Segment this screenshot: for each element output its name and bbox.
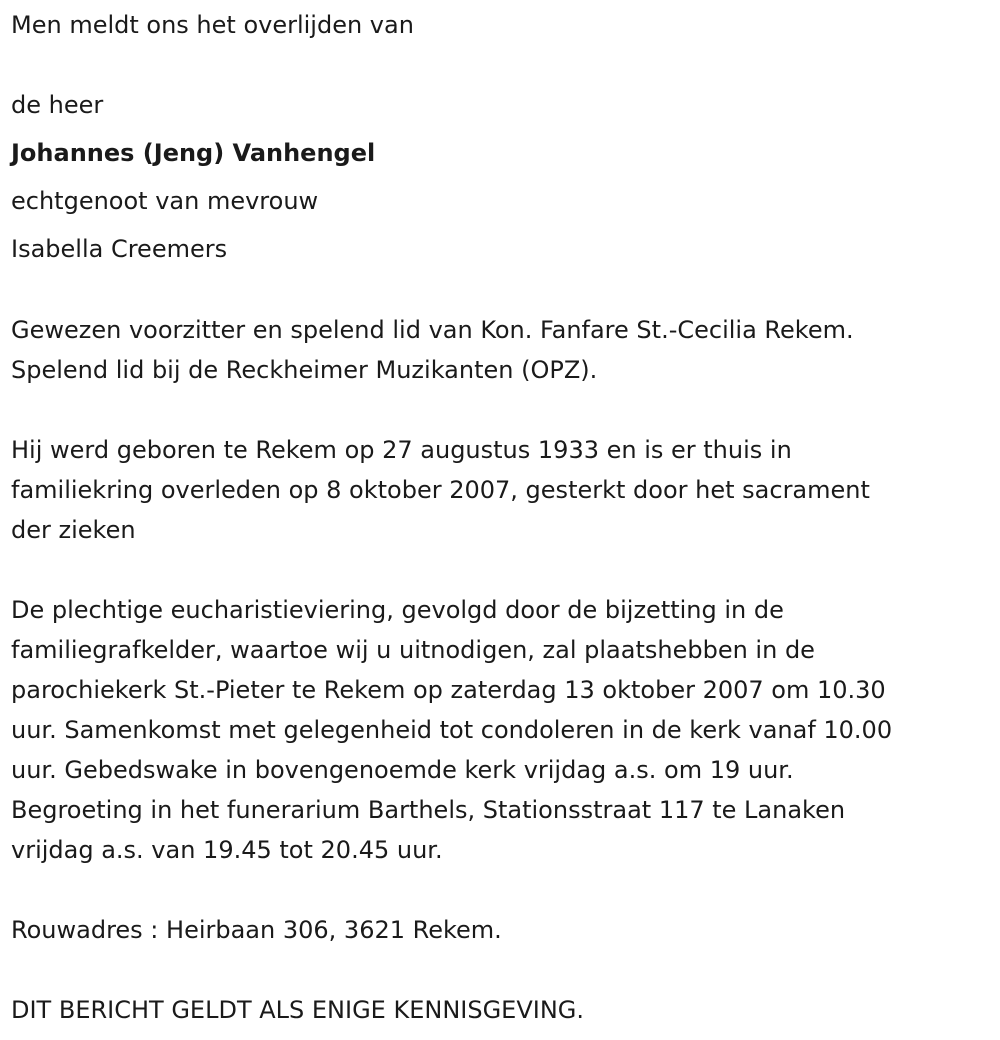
ceremony-line: parochiekerk St.-Pieter te Rekem op zaterdag 13 oktober 2007 om 10.30: [11, 676, 886, 704]
mourning-address: Rouwadres : Heirbaan 306, 3621 Rekem.: [11, 916, 502, 944]
spouse-name: Isabella Creemers: [11, 235, 228, 263]
ceremony-line: uur. Samenkomst met gelegenheid tot condoleren in de kerk vanaf 10.00: [11, 716, 893, 744]
deceased-name: Johannes (Jeng) Vanhengel: [11, 139, 376, 167]
ceremony-line: De plechtige eucharistieviering, gevolgd door de bijzetting in de: [11, 596, 784, 624]
birth-death-line: der zieken: [11, 516, 136, 544]
title-text: de heer: [11, 91, 104, 119]
ceremony-line: uur. Gebedswake in bovengenoemde kerk vrijdag a.s. om 19 uur.: [11, 756, 794, 784]
ceremony-line: vrijdag a.s. van 19.45 tot 20.45 uur.: [11, 836, 443, 864]
ceremony-line: Begroeting in het funerarium Barthels, Stationsstraat 117 te Lanaken: [11, 796, 846, 824]
relation-text: echtgenoot van mevrouw: [11, 187, 319, 215]
roles-line: Gewezen voorzitter en spelend lid van Kon. Fanfare St.-Cecilia Rekem.: [11, 316, 854, 344]
birth-death-line: Hij werd geboren te Rekem op 27 augustus 1933 en is er thuis in: [11, 436, 792, 464]
birth-death-line: familiekring overleden op 8 oktober 2007, gesterkt door het sacrament: [11, 476, 870, 504]
notice-text: DIT BERICHT GELDT ALS ENIGE KENNISGEVING.: [11, 996, 585, 1024]
roles-line: Spelend lid bij de Reckheimer Muzikanten (OPZ).: [11, 356, 598, 384]
ceremony-line: familiegrafkelder, waartoe wij u uitnodigen, zal plaatshebben in de: [11, 636, 815, 664]
intro-text: Men meldt ons het overlijden van: [11, 11, 414, 39]
